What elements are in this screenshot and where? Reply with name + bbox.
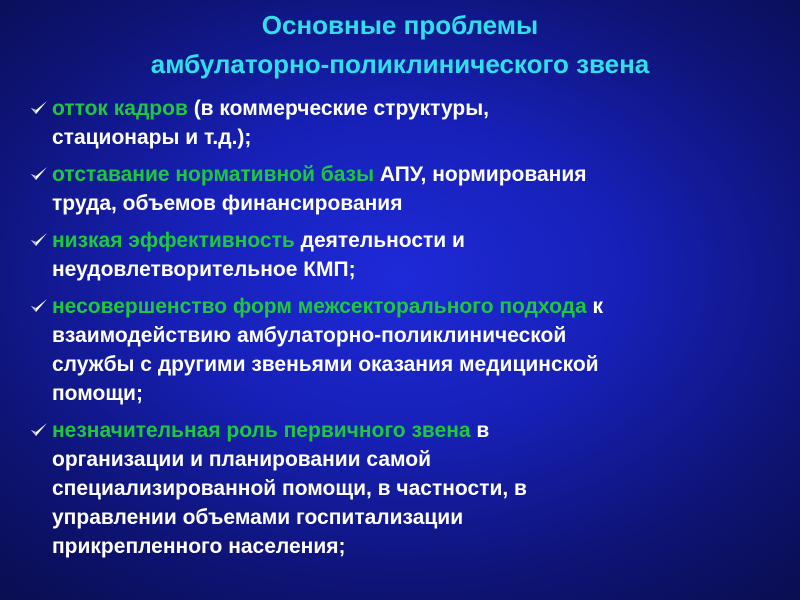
slide-title-line-1: Основные проблемы [261, 10, 539, 40]
bullet-line: труда, объемов финансирования [52, 192, 403, 215]
bullet-highlight: отток кадров [52, 97, 188, 120]
arrowhead-checkmark-icon [30, 99, 48, 117]
bullet-line: прикрепленного населения; [52, 535, 346, 558]
bullet-line [52, 292, 790, 321]
bullet-line: стационары и т.д.); [52, 126, 252, 149]
bullet-line: специализированной помощи, в частности, в [52, 477, 527, 500]
slide-title [0, 6, 800, 84]
bullet-line [52, 160, 790, 189]
bullet-line [52, 416, 790, 445]
bullet-line: неудовлетворительное КМП; [52, 258, 356, 281]
bullet-highlight: несовершенство форм межсекторального подхода [52, 295, 587, 318]
bullet-text: в [470, 419, 490, 442]
bullet-item [30, 416, 790, 561]
bullet-line: организации и планировании самой [52, 448, 432, 471]
bullet-line [52, 94, 790, 123]
bullet-highlight: отставание нормативной базы [52, 163, 375, 186]
bullet-item [30, 94, 790, 152]
bullet-item [30, 226, 790, 284]
bullet-text: (в коммерческие структуры, [187, 97, 489, 120]
bullet-line: взаимодействию амбулаторно-поликлинической [52, 324, 567, 347]
bullet-list [30, 94, 790, 569]
bullet-line [52, 226, 790, 255]
arrowhead-checkmark-icon [30, 421, 48, 439]
bullet-text: деятельности и [294, 229, 465, 252]
bullet-text: к [586, 295, 603, 318]
arrowhead-checkmark-icon [30, 297, 48, 315]
arrowhead-checkmark-icon [30, 231, 48, 249]
bullet-line: управлении объемами госпитализации [52, 506, 464, 529]
arrowhead-checkmark-icon [30, 165, 48, 183]
bullet-line: службы с другими звеньями оказания медицинской [52, 353, 599, 376]
bullet-highlight: низкая эффективность [52, 229, 295, 252]
bullet-item [30, 160, 790, 218]
bullet-item [30, 292, 790, 408]
slide-title-line-2: амбулаторно-поликлинического звена [150, 49, 650, 79]
bullet-text: АПУ, нормирования [374, 163, 587, 186]
bullet-line: помощи; [52, 382, 143, 405]
bullet-highlight: незначительная роль первичного звена [52, 419, 471, 442]
